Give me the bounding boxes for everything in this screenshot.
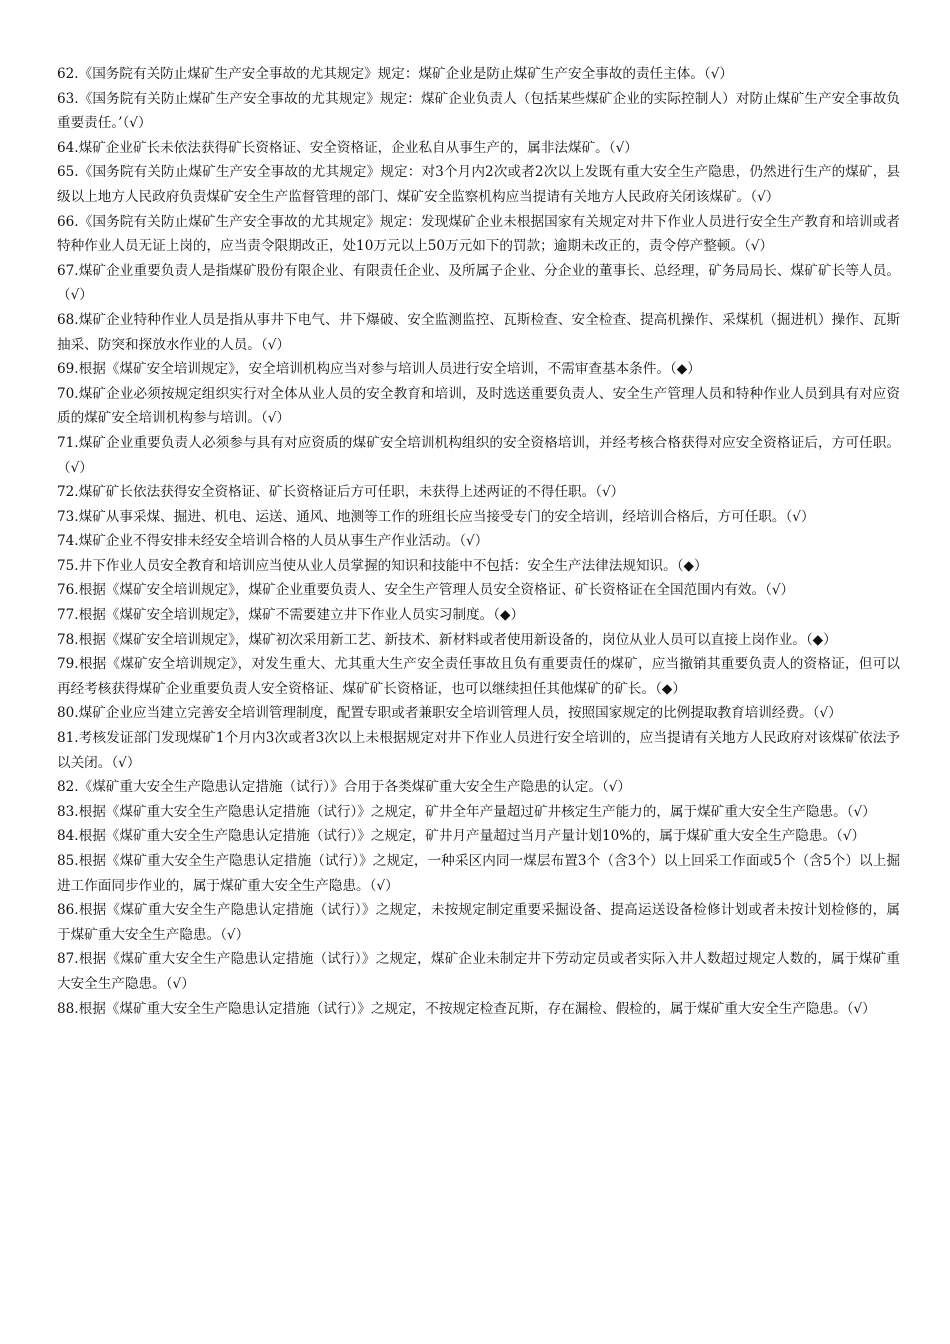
list-item: 77.根据《煤矿安全培训规定》，煤矿不需要建立井下作业人员实习制度。（◆） bbox=[57, 607, 525, 624]
list-item: 75.井下作业人员安全教育和培训应当使从业人员掌握的知识和技能中不包括：安全生产法律法规知识。（◆） bbox=[57, 557, 708, 574]
list-item: 83.根据《煤矿重大安全生产隐患认定措施（试行）》之规定，矿井全年产量超过矿井核定生产能力的，属于煤矿重大安全生产隐患。（√） bbox=[57, 803, 876, 820]
list-item: 71.煤矿企业重要负责人必须参与具有对应资质的煤矿安全培训机构组织的安全资格培训，并经考核合格获得对应安全资格证后，方可任职。（√） bbox=[57, 434, 900, 476]
list-item: 84.根据《煤矿重大安全生产隐患认定措施（试行）》之规定，矿井月产量超过当月产量计划10%的，属于煤矿重大安全生产隐患。（√） bbox=[57, 828, 866, 845]
list-item: 82.《煤矿重大安全生产隐患认定措施（试行）》合用于各类煤矿重大安全生产隐患的认定。（√） bbox=[57, 779, 632, 796]
list-item: 70.煤矿企业必须按规定组织实行对全体从业人员的安全教育和培训，及时选送重要负责人、安全生产管理人员和特种作业人员到具有对应资质的煤矿安全培训机构参与培训。（√） bbox=[57, 385, 900, 427]
list-item: 74.煤矿企业不得安排未经安全培训合格的人员从事生产作业活动。（√） bbox=[57, 533, 489, 550]
list-item: 64.煤矿企业矿长未依法获得矿长资格证、安全资格证，企业私自从事生产的，属非法煤矿。（√） bbox=[57, 139, 638, 156]
list-item: 65.《国务院有关防止煤矿生产安全事故的尤其规定》规定：对3个月内2次或者2次以上发既有重大安全生产隐患，仍然进行生产的煤矿，县级以上地方人民政府负责煤矿安全生产监督管理的部门、煤矿安全监察机构应当提请有关地方人民政府关闭该煤矿。（√） bbox=[57, 164, 900, 205]
list-item: 87.根据《煤矿重大安全生产隐患认定措施（试行）》之规定，煤矿企业未制定井下劳动定员或者实际入井人数超过规定人数的，属于煤矿重大安全生产隐患。（√） bbox=[57, 951, 900, 992]
list-item: 88.根据《煤矿重大安全生产隐患认定措施（试行）》之规定，不按规定检查瓦斯，存在漏检、假检的，属于煤矿重大安全生产隐患。（√） bbox=[57, 1000, 876, 1017]
list-item: 69.根据《煤矿安全培训规定》，安全培训机构应当对参与培训人员进行安全培训，不需审查基本条件。（◆） bbox=[57, 361, 701, 378]
list-item: 76.根据《煤矿安全培训规定》，煤矿企业重要负责人、安全生产管理人员安全资格证、矿长资格证在全国范围内有效。（√） bbox=[57, 582, 795, 599]
list-item: 72.煤矿矿长依法获得安全资格证、矿长资格证后方可任职，未获得上述两证的不得任职。（√） bbox=[57, 484, 625, 501]
question-list bbox=[57, 62, 900, 1021]
list-item: 63.《国务院有关防止煤矿生产安全事故的尤其规定》规定：煤矿企业负责人（包括某些煤矿企业的实际控制人）对防止煤矿生产安全事故负重要责任。’（√） bbox=[57, 90, 900, 132]
list-item: 66.《国务院有关防止煤矿生产安全事故的尤其规定》规定：发现煤矿企业未根据国家有关规定对井下作业人员进行安全生产教育和培训或者特种作业人员无证上岗的，应当责令限期改正，处10万元以上50万元如下的罚款；逾期未改正的，责令停产整顿。（√） bbox=[57, 213, 900, 255]
list-item: 73.煤矿从事采煤、掘进、机电、运送、通风、地测等工作的班组长应当接受专门的安全培训，经培训合格后，方可任职。（√） bbox=[57, 508, 815, 525]
list-item: 85.根据《煤矿重大安全生产隐患认定措施（试行）》之规定，一种采区内同一煤层布置3个（含3个）以上回采工作面或5个（含5个）以上掘进工作面同步作业的，属于煤矿重大安全生产隐患。（√） bbox=[57, 853, 900, 894]
list-item: 86.根据《煤矿重大安全生产隐患认定措施（试行）》之规定，未按规定制定重要采掘设备、提高运送设备检修计划或者未按计划检修的，属于煤矿重大安全生产隐患。（√） bbox=[57, 902, 900, 943]
list-item: 79.根据《煤矿安全培训规定》，对发生重大、尤其重大生产安全责任事故且负有重要责任的煤矿，应当撤销其重要负责人的资格证，但可以再经考核获得煤矿企业重要负责人安全资格证、煤矿矿长资格证，也可以继续担任其他煤矿的矿长。（◆） bbox=[57, 656, 900, 697]
list-item: 62.《国务院有关防止煤矿生产安全事故的尤其规定》规定：煤矿企业是防止煤矿生产安全事故的责任主体。（√） bbox=[57, 66, 733, 82]
list-item: 68.煤矿企业特种作业人员是指从事井下电气、井下爆破、安全监测监控、瓦斯检查、安全检查、提高机操作、采煤机（掘进机）操作、瓦斯抽采、防突和探放水作业的人员。（√） bbox=[57, 311, 900, 353]
list-item: 81.考核发证部门发现煤矿1个月内3次或者3次以上未根据规定对井下作业人员进行安全培训的，应当提请有关地方人民政府对该煤矿依法予以关闭。（√） bbox=[57, 730, 900, 771]
list-item: 80.煤矿企业应当建立完善安全培训管理制度，配置专职或者兼职安全培训管理人员，按照国家规定的比例提取教育培训经费。（√） bbox=[57, 705, 842, 722]
list-item: 67.煤矿企业重要负责人是指煤矿股份有限企业、有限责任企业、及所属子企业、分企业的董事长、总经理，矿务局局长、煤矿矿长等人员。（√） bbox=[57, 262, 900, 304]
list-item: 78.根据《煤矿安全培训规定》，煤矿初次采用新工艺、新技术、新材料或者使用新设备的，岗位从业人员可以直接上岗作业。（◆） bbox=[57, 631, 837, 648]
